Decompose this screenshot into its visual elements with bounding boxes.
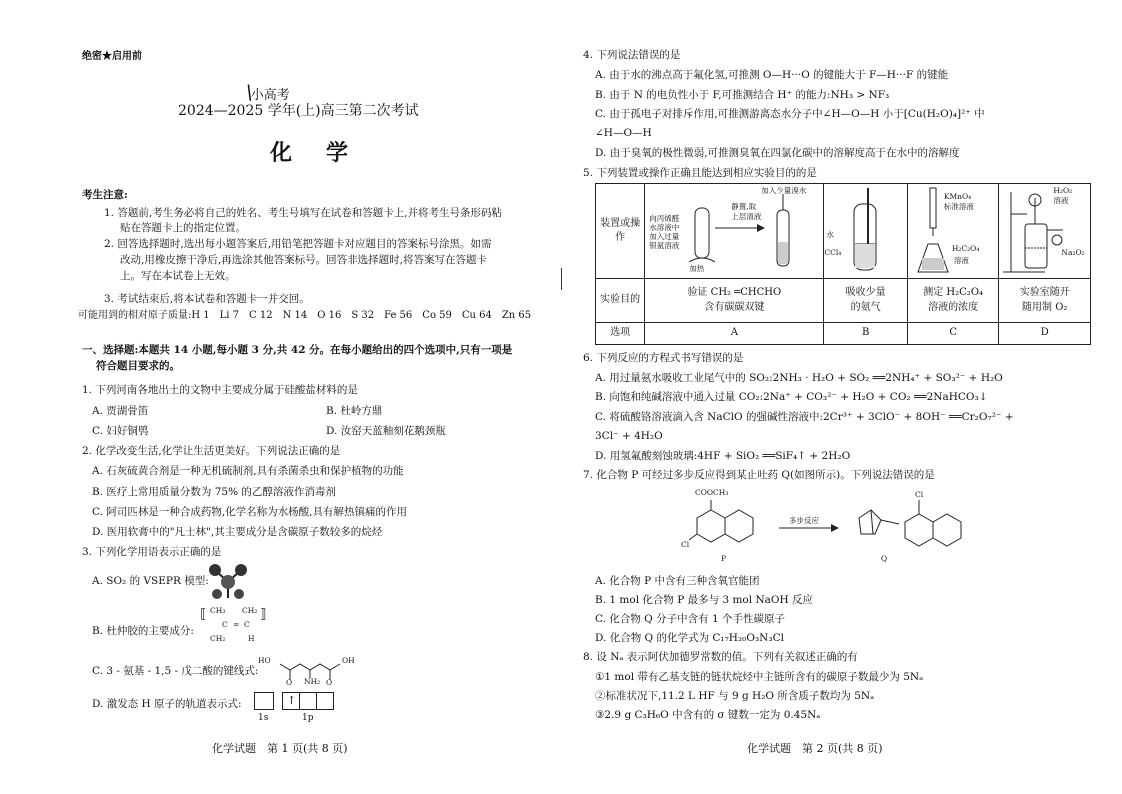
page-footer: 化学试题 第 2 页(共 8 页) — [747, 742, 883, 755]
q4-option-a: A. 由于水的沸点高于氟化氢,可推测 O—H···O 的键能大于 F—H···F 的键能 — [595, 69, 949, 81]
apparatus-a: 加入少量溴水 静置,取 上层清液 向丙烯醛 水溶液中 加入过量 银氨溶液 加热 — [645, 184, 824, 279]
q2-option-d: D. 医用软膏中的"凡士林",其主要成分是含碳原子数较多的烷烃 — [92, 526, 383, 538]
q4-option-d: D. 由于臭氧的极性微弱,可推测臭氧在四氯化碳中的溶解度高于在水中的溶解度 — [595, 147, 960, 159]
q4-option-b: B. 由于 N 的电负性小于 F,可推测结合 H⁺ 的能力:NH₃ > NF₃ — [595, 89, 890, 101]
q3-option-a: A. SO₂ 的 VSEPR 模型: — [92, 575, 209, 587]
question-3-stem: 3. 下列化学用语表示正确的是 — [82, 546, 222, 558]
q7-option-b: B. 1 mol 化合物 P 最多与 3 mol NaOH 反应 — [595, 594, 814, 606]
apparatus-d: H₂O₂ 溶液 Na₂O₂ — [999, 184, 1091, 279]
purpose-b: 吸收少量 的氨气 — [824, 279, 908, 323]
q6-option-d: D. 用氢氟酸刻蚀玻璃:4HF + SiO₂ ══SiF₄↑ + 2H₂O — [595, 450, 851, 462]
brand-logo: \小高考 — [246, 80, 290, 104]
row-head-option: 选项 — [596, 323, 645, 345]
q3-option-c: C. 3 - 氨基 - 1,5 - 戊二酸的键线式: — [92, 665, 259, 677]
q1-option-b: B. 杜岭方鼎 — [326, 405, 383, 417]
question-1-stem: 1. 下列河南各地出土的文物中主要成分属于硅酸盐材料的是 — [82, 384, 358, 396]
notice-line: 上。写在本试卷上无效。 — [120, 270, 236, 282]
q8-statement-3: ③2.9 g C₃H₆O 中含有的 σ 键数一定为 0.45Nₐ — [595, 709, 821, 721]
amino-glutaric-acid-skeletal: HO OH O O NH₂ — [258, 656, 355, 687]
exam-title: 2024—2025 学年(上)高三第二次考试 — [178, 103, 419, 119]
experiment-table — [595, 183, 1091, 345]
vsepr-model-figure — [203, 560, 253, 604]
notice-line: 改动,用橡皮擦干净后,再选涂其他答案标号。回答非选择题时,将答案写在答题卡 — [120, 254, 488, 266]
question-8-stem: 8. 设 Nₐ 表示阿伏加德罗常数的值。下列有关叙述正确的有 — [583, 651, 858, 663]
purpose-a: 验证 CH₂ ═CHCHO 含有碳碳双键 — [645, 279, 824, 323]
page-2 — [561, 0, 1122, 794]
q7-option-a: A. 化合物 P 中含有三种含氧官能团 — [595, 575, 760, 587]
q4-option-c-cont: ∠H—O—H — [595, 127, 652, 139]
question-6-stem: 6. 下列反应的方程式书写错误的是 — [583, 352, 744, 364]
question-7-stem: 7. 化合物 P 可经过多步反应得到某止吐药 Q(如图所示)。下列说法错误的是 — [583, 469, 935, 481]
confidential-mark: 绝密★启用前 — [82, 51, 142, 62]
section-heading: 符合题目要求的。 — [96, 360, 180, 372]
q1-option-d: D. 汝窑天蓝釉刻花鹅颈瓶 — [326, 425, 446, 437]
section-heading: 一、选择题:本题共 14 小题,每小题 3 分,共 42 分。在每小题给出的四个选项中,只有一项是 — [82, 344, 513, 356]
q2-option-c: C. 阿司匹林是一种合成药物,化学名称为水杨酸,具有解热镇痛的作用 — [92, 506, 408, 518]
q2-option-b: B. 医疗上常用质量分数为 75% 的乙醇溶液作消毒剂 — [92, 486, 336, 498]
q3-option-d: D. 激发态 H 原子的轨道表示式: — [92, 698, 242, 710]
option-label-c: C — [907, 323, 999, 345]
atomic-masses: 可能用到的相对原子质量:H 1 Li 7 C 12 N 14 O 16 S 32 Fe 56 Co 59 Cu 64 Zn 65 — [78, 310, 532, 321]
gutta-percha-structure: ⟦ CH₃ CH₂ C ═ C CH₂ H ⟧ — [200, 606, 267, 643]
option-label-a: A — [645, 323, 824, 345]
q1-option-a: A. 贾湖骨笛 — [92, 405, 149, 417]
purpose-c: 测定 H₂C₂O₄ 溶液的浓度 — [907, 279, 999, 323]
notice-title: 考生注意: — [82, 189, 128, 201]
apparatus-c: KMnO₄ 标准溶液 H₂C₂O₄ 溶液 — [907, 184, 999, 279]
row-head-apparatus: 装置或操作 — [596, 184, 645, 279]
reaction-scheme: COOCH₃ Cl P 多步反应 Cl Q — [681, 488, 981, 568]
option-label-d: D — [999, 323, 1091, 345]
q6-option-c: C. 将硫酸铬溶液滴入含 NaClO 的强碱性溶液中:2Cr³⁺ + 3ClO⁻ + 8OH⁻ ══Cr₂O₇²⁻ + — [595, 411, 1014, 423]
q1-option-c: C. 妇好铜鸮 — [92, 425, 149, 437]
page-footer: 化学试题 第 1 页(共 8 页) — [212, 742, 348, 755]
question-4-stem: 4. 下列说法错误的是 — [583, 49, 681, 61]
purpose-d: 实验室随开 随用制 O₂ — [999, 279, 1091, 323]
q8-statement-2: ②标准状况下,11.2 L HF 与 9 g H₂O 所含质子数均为 5Nₐ — [595, 690, 875, 702]
question-2-stem: 2. 化学改变生活,化学让生活更美好。下列说法正确的是 — [82, 445, 341, 457]
q7-option-d: D. 化合物 Q 的化学式为 C₁₇H₂₀O₃N₃Cl — [595, 632, 784, 644]
q6-option-a: A. 用过量氨水吸收工业尾气中的 SO₂:2NH₃ · H₂O + SO₂ ══2NH₄⁺ + SO₃²⁻ + H₂O — [595, 372, 1003, 384]
option-label-b: B — [824, 323, 908, 345]
notice-line: 3. 考试结束后,将本试卷和答题卡一并交回。 — [104, 293, 310, 305]
orbital-diagram: ↑ 1s 1p — [254, 692, 334, 728]
subject-title: 化 学 — [270, 140, 355, 166]
question-5-stem: 5. 下列装置或操作正确且能达到相应实验目的的是 — [583, 167, 817, 179]
q6-option-c-cont: 3Cl⁻ + 4H₂O — [595, 430, 663, 442]
q6-option-b: B. 向饱和纯碱溶液中通入过量 CO₂:2Na⁺ + CO₃²⁻ + H₂O + CO₂ ══2NaHCO₃↓ — [595, 391, 988, 403]
row-head-purpose: 实验目的 — [596, 279, 645, 323]
q2-option-a: A. 石灰硫黄合剂是一种无机硫制剂,具有杀菌杀虫和保护植物的功能 — [92, 465, 404, 477]
q7-option-c: C. 化合物 Q 分子中含有 1 个手性碳原子 — [595, 613, 785, 625]
q8-statement-1: ①1 mol 带有乙基支链的链状烷烃中主链所含有的碳原子数最少为 5Nₐ — [595, 671, 924, 683]
notice-line: 贴在答题卡上的指定位置。 — [120, 222, 246, 234]
q3-option-b: B. 杜仲胶的主要成分: — [92, 625, 194, 637]
notice-line: 1. 答题前,考生务必将自己的姓名、考生号填写在试卷和答题卡上,并将考生号条形码粘 — [104, 207, 503, 219]
notice-line: 2. 回答选择题时,选出每小题答案后,用铅笔把答题卡对应题目的答案标号涂黑。如需 — [104, 238, 492, 250]
q4-option-c: C. 由于孤电子对排斥作用,可推测游离态水分子中∠H—O—H 小于[Cu(H₂O)₄]²⁺ 中 — [595, 108, 985, 120]
apparatus-b: 水 CCl₄ — [824, 184, 908, 279]
